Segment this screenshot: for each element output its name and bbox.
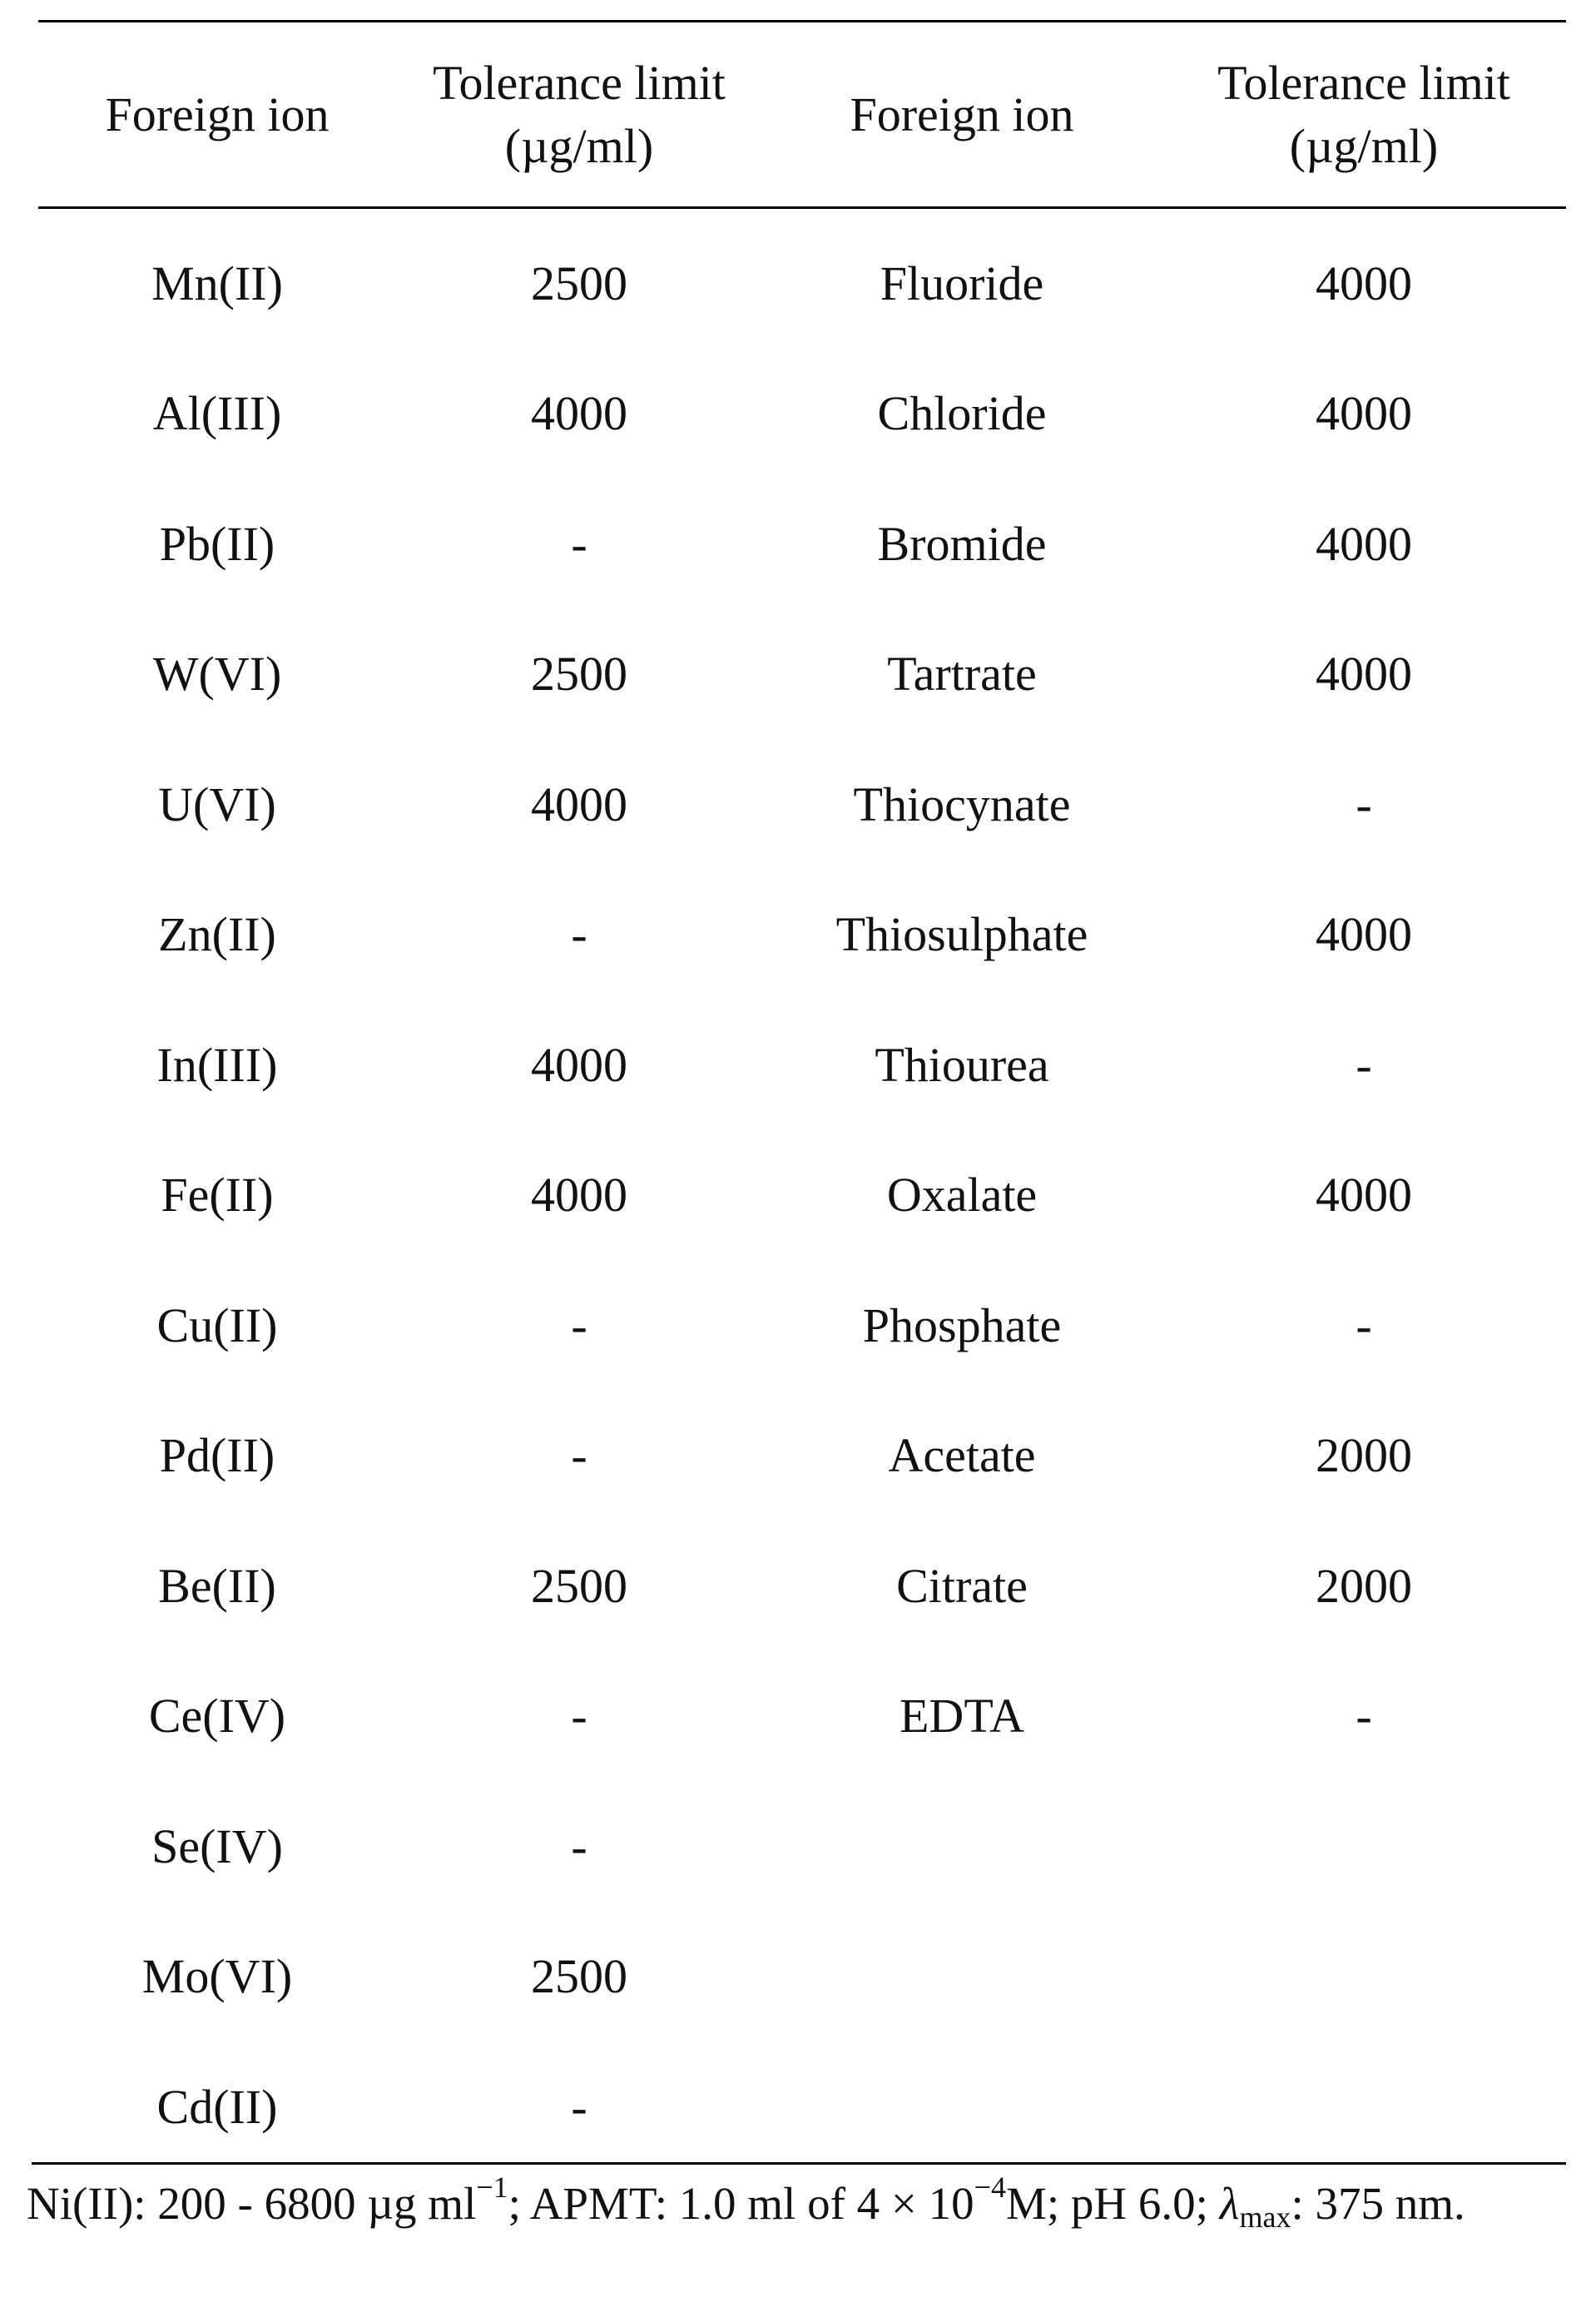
foreign-ion-cell: Citrate	[896, 1558, 1028, 1613]
table-row	[38, 1130, 1566, 1261]
foreign-ion-cell: W(VI)	[152, 647, 282, 702]
table-row	[38, 218, 1566, 349]
table-row	[38, 1912, 1566, 2042]
foreign-ion-cell: Be(II)	[158, 1558, 276, 1613]
foreign-ion-cell: EDTA	[900, 1689, 1024, 1744]
table-row	[38, 349, 1566, 479]
tolerance-limit-cell: -	[571, 907, 587, 962]
table-row	[38, 479, 1566, 609]
foreign-ion-cell: Oxalate	[886, 1168, 1038, 1223]
table-row	[38, 739, 1566, 870]
tolerance-limit-cell: -	[1356, 1297, 1372, 1352]
tolerance-limit-cell: -	[571, 1297, 587, 1352]
foreign-ion-cell: Cd(II)	[156, 2079, 278, 2134]
table-row	[38, 1000, 1566, 1130]
foreign-ion-cell	[762, 2042, 1162, 2172]
tolerance-limit-cell: 2000	[1316, 1558, 1412, 1613]
tolerance-limit-cell: 4000	[1316, 256, 1412, 310]
header-tolerance-limit-2: Tolerance limit (µg/ml)	[1217, 55, 1510, 173]
table-row	[38, 870, 1566, 1000]
tolerance-limit-cell: 4000	[531, 386, 627, 441]
tolerance-limit-cell: -	[571, 2079, 587, 2134]
foreign-ion-cell: Fe(II)	[161, 1168, 274, 1223]
table-body	[38, 218, 1566, 2172]
tolerance-limit-cell: -	[1356, 1689, 1372, 1744]
header-foreign-ion-2: Foreign ion	[850, 87, 1074, 141]
table-row	[38, 1391, 1566, 1521]
foreign-ion-cell: Thiosulphate	[835, 907, 1088, 962]
foreign-ion-cell: Pd(II)	[159, 1428, 275, 1483]
tolerance-limit-cell: 4000	[531, 1168, 627, 1223]
table-row	[38, 1260, 1566, 1391]
tolerance-limit-cell: 2500	[531, 1558, 627, 1613]
foreign-ion-cell: Tartrate	[887, 647, 1037, 702]
tolerance-limit-cell: 4000	[1316, 1168, 1412, 1223]
foreign-ion-cell: Thiocynate	[853, 776, 1071, 831]
tolerance-limit-cell: -	[571, 516, 587, 571]
table-row	[38, 1781, 1566, 1912]
tolerance-limit-cell: 4000	[1316, 647, 1412, 702]
tolerance-limit-cell	[1162, 2042, 1566, 2172]
foreign-ion-cell: Fluoride	[880, 256, 1044, 310]
foreign-ion-cell	[762, 1912, 1162, 2042]
tolerance-limit-cell: 4000	[531, 776, 627, 831]
tolerance-limit-cell	[1162, 1781, 1566, 1912]
foreign-ion-cell: Mo(VI)	[141, 1949, 293, 2004]
tolerance-limit-cell: -	[571, 1818, 587, 1873]
tolerance-limit-cell	[1162, 1912, 1566, 2042]
foreign-ion-cell: Ce(IV)	[148, 1689, 286, 1744]
tolerance-limit-cell: 4000	[1316, 907, 1412, 962]
header-foreign-ion-1: Foreign ion	[105, 87, 330, 141]
table-row	[38, 609, 1566, 740]
foreign-ion-cell: Se(IV)	[151, 1818, 283, 1873]
foreign-ion-cell: Cu(II)	[156, 1297, 278, 1352]
tolerance-limit-cell: 2500	[531, 1949, 627, 2004]
tolerance-limit-cell: -	[571, 1689, 587, 1744]
foreign-ion-cell: Al(III)	[152, 386, 282, 441]
tolerance-limit-cell: -	[571, 1428, 587, 1483]
foreign-ion-cell: Pb(II)	[159, 516, 275, 571]
foreign-ion-cell: Bromide	[877, 516, 1047, 571]
tolerance-limit-cell: 4000	[531, 1037, 627, 1092]
table-footnote: Ni(II): 200 - 6800 µg $ml^{-1}$; APMT: 1.0 ml of $4 \times 10^{-4}M$; pH 6.0; $\lambda_{max}$: 375 nm.	[27, 2171, 1465, 2234]
foreign-ion-cell	[762, 1781, 1162, 1912]
tolerance-limit-cell: 2000	[1316, 1428, 1412, 1483]
header-tolerance-limit-1: Tolerance limit (µg/ml)	[433, 55, 726, 173]
tolerance-limit-cell: 2500	[531, 647, 627, 702]
foreign-ion-cell: Phosphate	[862, 1297, 1062, 1352]
foreign-ion-cell: Mn(II)	[151, 256, 283, 310]
foreign-ion-cell: Acetate	[888, 1428, 1036, 1483]
tolerance-limit-cell: -	[1356, 1037, 1372, 1092]
table-row	[38, 1521, 1566, 1651]
table-header-rule	[38, 206, 1566, 209]
foreign-ion-cell: U(VI)	[158, 776, 276, 831]
tolerance-limit-cell: 4000	[1316, 386, 1412, 441]
table-row	[38, 1651, 1566, 1782]
foreign-ion-cell: Thiourea	[875, 1037, 1049, 1092]
tolerance-limit-cell: 4000	[1316, 516, 1412, 571]
foreign-ion-cell: Zn(II)	[158, 907, 276, 962]
table-header-row	[38, 22, 1566, 206]
table-bottom-rule	[32, 2162, 1566, 2165]
foreign-ion-cell: In(III)	[156, 1037, 278, 1092]
foreign-ion-cell: Chloride	[877, 386, 1047, 441]
table-row	[38, 2042, 1566, 2172]
tolerance-limit-cell: -	[1356, 776, 1372, 831]
tolerance-limit-cell: 2500	[531, 256, 627, 310]
